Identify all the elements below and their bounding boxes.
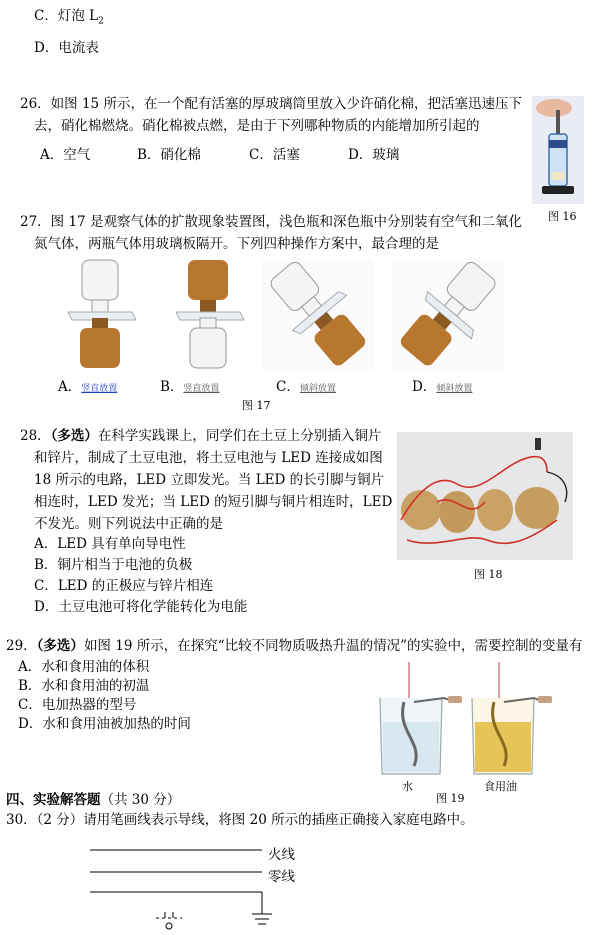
q28-stem-line1: 28．（多选）在科学实践课上，同学们在土豆上分别插入铜片 <box>20 428 382 444</box>
q29-stem-line1: 29．（多选）如图 19 所示，在探究“比较不同物质吸热升温的情况”的实验中，需要控制的变量有 <box>6 638 583 654</box>
q28-stem-line5: 不发光。则下列说法中正确的是 <box>34 516 223 532</box>
figure-18-potato-battery <box>397 432 573 560</box>
q28-stem-line2: 和锌片，制成了土豆电池，将土豆电池与 LED 连接成如图 <box>34 450 383 466</box>
q29-option-c: C．电加热器的型号 <box>18 697 137 713</box>
q28-stem-line3: 18 所示的电路，LED 立即发光。当 LED 的长引脚与铜片 <box>34 472 385 488</box>
q28-option-a: A．LED 具有单向导电性 <box>34 536 186 552</box>
figure-17-caption: 图 17 <box>242 399 271 412</box>
figure-16-piston-cylinder <box>532 96 584 204</box>
figure-16-caption: 图 16 <box>548 210 577 223</box>
figure-19-label-oil: 食用油 <box>484 780 517 793</box>
q26-stem-line1: 26．如图 15 所示，在一个配有活塞的厚玻璃筒里放入少许硝化棉，把活塞迅速压下 <box>20 96 522 112</box>
q27-stem-line1: 27．图 17 是观察气体的扩散现象装置图，浅色瓶和深色瓶中分别装有空气和二氧化 <box>20 214 522 230</box>
figure-17-setup-a <box>60 258 140 370</box>
figure-17-label-b: B．竖直放置 <box>160 379 220 395</box>
q29-option-b: B．水和食用油的初温 <box>18 678 150 694</box>
q26-stem-line2: 去，硝化棉燃烧。硝化棉被点燃，是由于下列哪种物质的内能增加所引起的 <box>34 118 480 134</box>
live-wire-label: 火线 <box>268 847 295 863</box>
figure-17-setup-c <box>262 258 374 370</box>
q27-stem-line2: 氮气体，两瓶气体用玻璃板隔开。下列四种操作方案中，最合理的是 <box>34 236 439 252</box>
q28-option-b: B．铜片相当于电池的负极 <box>34 557 193 573</box>
q26-option-b: B．硝化棉 <box>137 147 201 163</box>
figure-17-setup-d <box>392 258 504 370</box>
section-4-heading: 四、实验解答题（共 30 分） <box>6 792 181 808</box>
q26-option-d: D．玻璃 <box>348 147 400 163</box>
figure-17-setup-b <box>168 258 248 370</box>
q28-stem-line4: 相连时，LED 发光；当 LED 的短引脚与铜片相连时，LED <box>34 494 393 510</box>
q25-option-d: D．电流表 <box>34 40 99 56</box>
figure-19-beakers <box>374 662 554 778</box>
neutral-wire-label: 零线 <box>268 869 295 885</box>
q28-option-d: D．土豆电池可将化学能转化为电能 <box>34 599 248 615</box>
q28-option-c: C．LED 的正极应与锌片相连 <box>34 578 214 594</box>
q29-option-a: A．水和食用油的体积 <box>18 659 150 675</box>
figure-17-label-d: D．倾斜放置 <box>412 379 473 395</box>
figure-20-household-circuit <box>86 840 286 935</box>
q30-stem: 30．（2 分）请用笔画线表示导线，将图 20 所示的插座正确接入家庭电路中。 <box>6 812 474 828</box>
figure-17-label-a: A．竖直放置 <box>58 379 118 395</box>
figure-17-label-c: C．倾斜放置 <box>276 379 336 395</box>
q25-option-c: C．灯泡 $L_2$ <box>34 8 104 27</box>
q26-option-c: C．活塞 <box>249 147 300 163</box>
q29-option-d: D．水和食用油被加热的时间 <box>18 716 191 732</box>
figure-19-label-water: 水 <box>402 780 413 793</box>
q26-option-a: A．空气 <box>40 147 91 163</box>
figure-18-caption: 图 18 <box>474 568 503 581</box>
figure-19-caption: 图 19 <box>436 792 465 805</box>
